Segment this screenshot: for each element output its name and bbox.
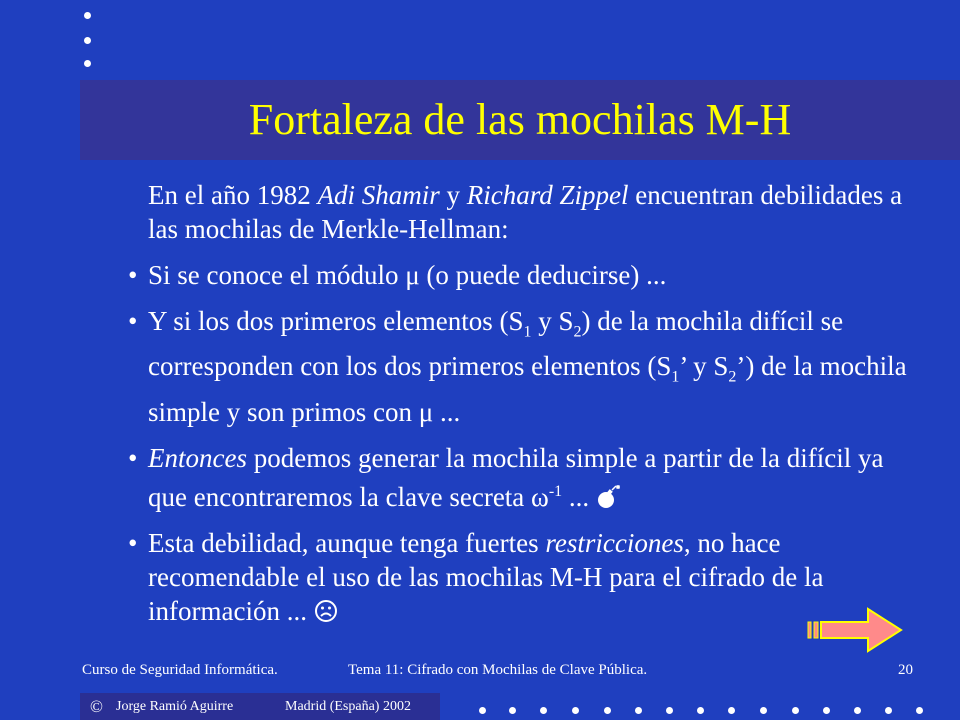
intro-name: Richard Zippel bbox=[466, 180, 629, 210]
bullet-text: , no hace recomendable el uso de las mochilas M-H para el cifrado de la información ... bbox=[148, 527, 824, 626]
decor-dot bbox=[84, 37, 91, 44]
slide-content bbox=[128, 178, 918, 640]
bullet-text: ’ y S bbox=[679, 351, 729, 382]
bullet-emphasis: Entonces bbox=[148, 442, 247, 473]
intro-name: Adi Shamir bbox=[317, 180, 440, 210]
bullet-text: Y si los dos primeros elementos (S bbox=[148, 306, 524, 336]
bullet-text: ... bbox=[562, 481, 596, 512]
decor-dot bbox=[84, 12, 91, 19]
decor-dot bbox=[509, 707, 516, 714]
bomb-icon bbox=[596, 482, 622, 512]
subscript: 2 bbox=[573, 323, 582, 341]
intro-text: y bbox=[439, 180, 467, 210]
bullet-item bbox=[128, 258, 918, 292]
decor-dot bbox=[540, 707, 547, 714]
bullet-text: y S bbox=[531, 306, 574, 336]
author-name: Jorge Ramió Aguirre bbox=[116, 699, 234, 714]
bullet-mark: • bbox=[128, 527, 138, 558]
subscript: 1 bbox=[523, 323, 532, 341]
bullet-mark: • bbox=[128, 442, 138, 473]
footer-topic: Tema 11: Cifrado con Mochilas de Clave Pública. bbox=[348, 662, 648, 678]
bullet-text: Esta debilidad, aunque tenga fuertes bbox=[148, 527, 546, 558]
subscript: 2 bbox=[728, 368, 737, 386]
footer-course: Curso de Seguridad Informática. bbox=[82, 662, 278, 678]
footer-page-number: 20 bbox=[898, 662, 913, 678]
intro-text: encuentran debilidades a las mochilas de Merkle-Hellman: bbox=[148, 180, 903, 244]
bullet-item bbox=[128, 526, 918, 628]
bullet-emphasis: restricciones bbox=[545, 527, 684, 558]
decor-dot bbox=[792, 707, 799, 714]
author-box bbox=[80, 693, 440, 720]
decor-dot bbox=[854, 707, 861, 714]
copyright-symbol: © bbox=[90, 697, 103, 716]
decor-dot bbox=[84, 60, 91, 67]
decor-dot bbox=[760, 707, 767, 714]
decor-dot bbox=[479, 707, 486, 714]
next-arrow-icon[interactable] bbox=[806, 605, 906, 655]
decor-dot bbox=[635, 707, 642, 714]
intro-text: En el año 1982 bbox=[148, 180, 318, 210]
sad-face-icon bbox=[314, 596, 338, 626]
title-band bbox=[80, 80, 960, 160]
intro-paragraph bbox=[128, 178, 918, 246]
bullet-text: ’) de la mochila simple y son primos con μ ... bbox=[148, 351, 907, 427]
subscript: 1 bbox=[671, 368, 680, 386]
decor-dot bbox=[572, 707, 579, 714]
decor-dot bbox=[823, 707, 830, 714]
author-place: Madrid (España) 2002 bbox=[285, 699, 411, 714]
bullet-text: Si se conoce el módulo μ (o puede deducirse) ... bbox=[148, 260, 667, 290]
bullet-text: podemos generar la mochila simple a partir de la difícil ya que encontraremos la clave secreta ω bbox=[148, 442, 884, 512]
decor-dot bbox=[604, 707, 611, 714]
bullet-text: ) de la mochila difícil se corresponden con los dos primeros elementos (S bbox=[148, 306, 844, 382]
bullet-item bbox=[128, 304, 918, 429]
decor-dot bbox=[697, 707, 704, 714]
decor-dot bbox=[728, 707, 735, 714]
decor-dot bbox=[885, 707, 892, 714]
bullet-mark: • bbox=[128, 306, 138, 336]
bullet-item bbox=[128, 441, 918, 514]
superscript: -1 bbox=[548, 482, 563, 500]
decor-dot bbox=[916, 707, 923, 714]
slide-title: Fortaleza de las mochilas M-H bbox=[248, 95, 792, 144]
bullet-mark: • bbox=[128, 260, 138, 290]
decor-dot bbox=[666, 707, 673, 714]
